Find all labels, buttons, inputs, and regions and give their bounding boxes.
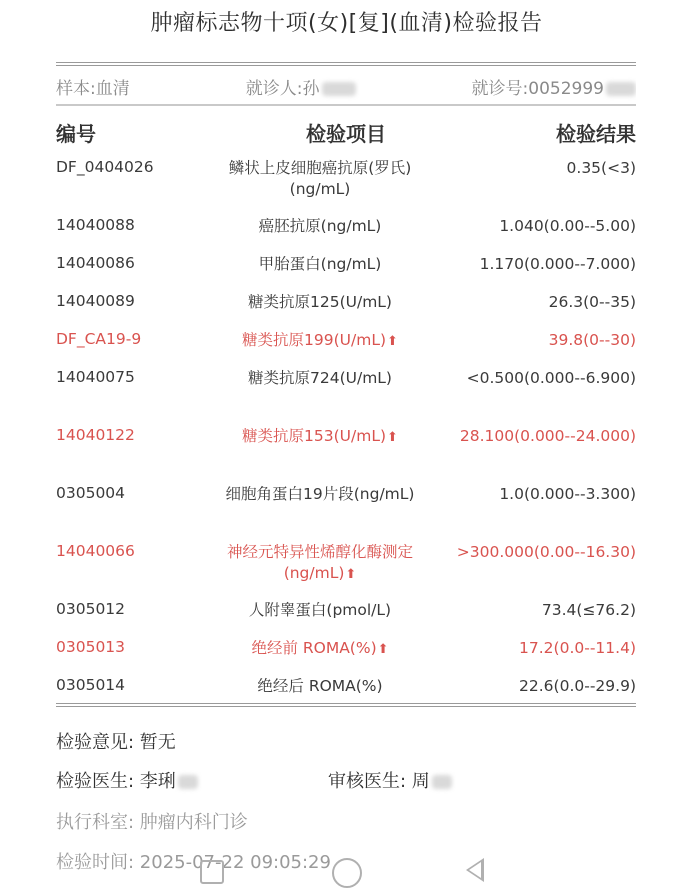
row-result: 22.6(0.0--29.9)	[519, 677, 636, 695]
row-code: 14040088	[56, 216, 135, 234]
row-item-label: 绝经前 ROMA(%)	[251, 639, 377, 657]
row-item	[204, 216, 436, 237]
redacted-blur	[322, 82, 356, 96]
up-arrow-icon: ⬆	[387, 430, 398, 445]
row-code: 0305014	[56, 676, 126, 694]
table-row	[56, 246, 636, 284]
recent-apps-icon[interactable]	[200, 860, 224, 884]
row-item-label: 糖类抗原199(U/mL)	[242, 331, 387, 349]
row-result: 39.8(0--30)	[548, 331, 636, 349]
inspection-opinion: 检验意见: 暂无	[56, 732, 176, 753]
row-item-label: 糖类抗原724(U/mL)	[248, 369, 392, 387]
inspection-doctor-wrap	[56, 767, 198, 793]
row-code: 14040122	[56, 426, 135, 444]
row-item	[204, 484, 436, 505]
row-item-label: 神经元特异性烯醇化酶测定(ng/mL)	[226, 543, 413, 582]
row-code: DF_CA19-9	[56, 330, 142, 348]
inspection-time: 检验时间: 2025-07-22 09:05:29	[56, 852, 331, 873]
table-header	[56, 104, 636, 152]
row-result: >300.000(0.00--16.30)	[456, 543, 636, 561]
row-item	[204, 254, 436, 275]
review-doctor: 审核医生: 周	[328, 771, 430, 792]
results-table	[56, 150, 636, 706]
review-doctor-wrap	[328, 767, 452, 793]
inspection-doctor: 检验医生: 李琍	[56, 771, 176, 792]
header-result: 检验结果	[556, 122, 636, 146]
department: 执行科室: 肿瘤内科门诊	[56, 812, 248, 833]
row-code: 0305004	[56, 484, 126, 502]
row-result: 0.35(<3)	[566, 159, 636, 177]
row-result: 1.040(0.00--5.00)	[499, 217, 636, 235]
row-item	[204, 368, 436, 389]
row-code: 14040086	[56, 254, 135, 272]
header-code: 编号	[56, 122, 96, 146]
redacted-blur	[432, 775, 452, 789]
row-item-label: 人附睾蛋白(pmol/L)	[248, 601, 392, 619]
up-arrow-icon: ⬆	[377, 642, 389, 657]
redacted-blur	[606, 82, 636, 96]
back-icon[interactable]	[466, 858, 484, 882]
table-row	[56, 360, 636, 418]
table-row	[56, 630, 636, 668]
table-row	[56, 476, 636, 534]
row-item-label: 鳞状上皮细胞癌抗原(罗氏)(ng/mL)	[228, 159, 412, 198]
row-item-label: 绝经后 ROMA(%)	[257, 677, 383, 695]
system-nav-bar	[0, 852, 693, 886]
header-item: 检验项目	[306, 122, 386, 146]
up-arrow-icon: ⬆	[387, 334, 398, 349]
row-code: DF_0404026	[56, 158, 154, 176]
row-item-label: 细胞角蛋白19片段(ng/mL)	[225, 485, 415, 503]
redacted-blur	[178, 775, 198, 789]
patient-name-wrap	[246, 74, 356, 99]
row-result: <0.500(0.000--6.900)	[466, 369, 636, 387]
row-result: 26.3(0--35)	[548, 293, 636, 311]
row-item	[204, 292, 436, 313]
table-row	[56, 668, 636, 706]
row-item-label: 糖类抗原153(U/mL)	[242, 427, 387, 445]
table-row	[56, 534, 636, 592]
row-result: 17.2(0.0--11.4)	[519, 639, 636, 657]
row-code: 14040075	[56, 368, 135, 386]
visit-number: 就诊号:0052999	[471, 78, 604, 99]
row-item-label: 癌胚抗原(ng/mL)	[258, 217, 382, 235]
row-item-label: 甲胎蛋白(ng/mL)	[258, 255, 382, 273]
row-code: 0305013	[56, 638, 126, 656]
row-code: 0305012	[56, 600, 126, 618]
row-item	[204, 158, 436, 200]
row-result: 1.170(0.000--7.000)	[479, 255, 636, 273]
row-item	[204, 426, 436, 448]
table-row	[56, 418, 636, 476]
row-code: 14040066	[56, 542, 135, 560]
table-row	[56, 322, 636, 360]
row-item	[204, 330, 436, 352]
table-row	[56, 284, 636, 322]
home-icon[interactable]	[332, 858, 362, 888]
table-bottom-divider	[56, 703, 636, 707]
table-row	[56, 208, 636, 246]
table-row	[56, 592, 636, 630]
row-item	[204, 600, 436, 621]
report-title: 肿瘤标志物十项(女)[复](血清)检验报告	[150, 11, 543, 36]
table-row	[56, 150, 636, 208]
row-item-label: 糖类抗原125(U/mL)	[248, 293, 392, 311]
patient-meta-bar	[56, 62, 636, 106]
row-item	[204, 638, 436, 660]
row-result: 1.0(0.000--3.300)	[499, 485, 636, 503]
row-item	[204, 676, 436, 697]
patient-name: 就诊人:孙	[245, 78, 320, 99]
row-result: 28.100(0.000--24.000)	[459, 427, 636, 445]
row-result: 73.4(≤76.2)	[541, 601, 636, 619]
up-arrow-icon: ⬆	[345, 567, 357, 582]
row-item	[204, 542, 436, 585]
visit-number-wrap	[472, 74, 636, 99]
sample-type: 样本:血清	[56, 78, 130, 99]
row-code: 14040089	[56, 292, 135, 310]
